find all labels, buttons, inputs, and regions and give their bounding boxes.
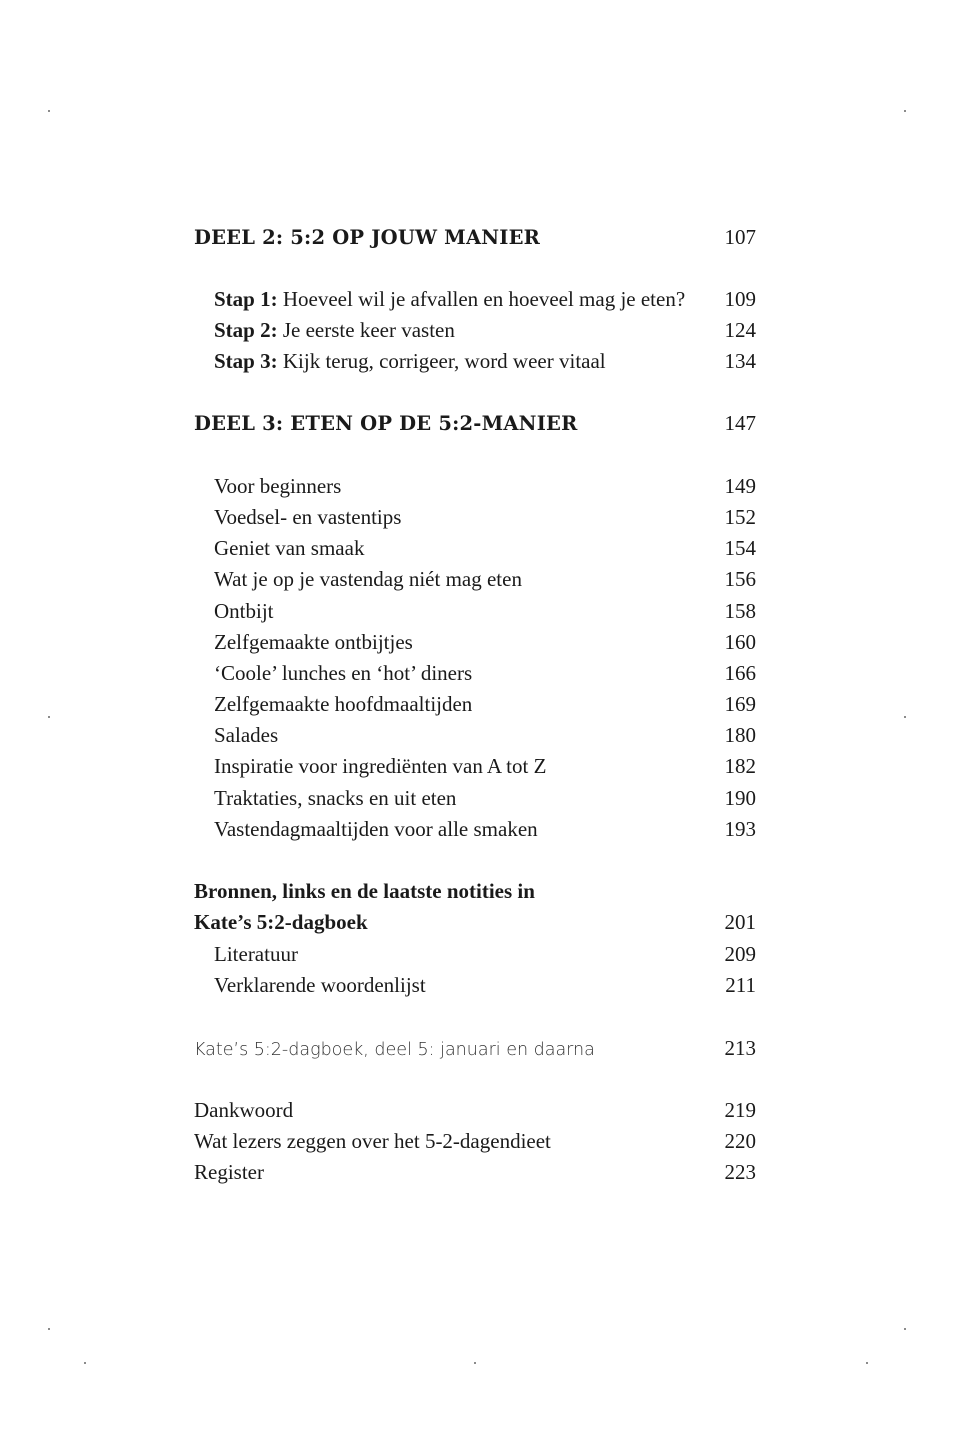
toc-page-number: 211 [725, 973, 756, 997]
crop-mark [48, 110, 50, 112]
toc-page-number: 220 [724, 1129, 756, 1153]
toc-part-2[interactable] [194, 222, 756, 252]
toc-entry[interactable] [214, 720, 756, 750]
toc-page-number: 169 [724, 692, 756, 716]
toc-entry[interactable] [214, 658, 756, 688]
toc-page-number: 223 [724, 1160, 756, 1184]
toc-part-title: DEEL 2: 5:2 OP JOUW MANIER [194, 226, 541, 249]
crop-mark [474, 1362, 476, 1364]
toc-page-number: 190 [724, 786, 756, 810]
toc-page-number: 107 [724, 225, 756, 249]
crop-mark [904, 110, 906, 112]
toc-entry-text: Voedsel- en vastentips [214, 505, 402, 529]
crop-mark [48, 1328, 50, 1330]
toc-entry-text: Traktaties, snacks en uit eten [214, 786, 457, 810]
crop-mark [48, 716, 50, 718]
toc-page-number: 154 [724, 536, 756, 560]
toc-step-label: Stap 3: [214, 349, 278, 373]
toc-section-title: Bronnen, links en de laatste notities in [194, 879, 535, 903]
toc-entry-text: Voor beginners [214, 474, 342, 498]
crop-mark [866, 1362, 868, 1364]
toc-step-3[interactable] [214, 346, 756, 376]
toc-entry-text: Kate’s 5:2-dagboek, deel 5: januari en daarna [194, 1040, 595, 1060]
toc-page-number: 182 [724, 754, 756, 778]
crop-mark [84, 1362, 86, 1364]
toc-entry-text: Geniet van smaak [214, 536, 365, 560]
toc-entry-text: Je eerste keer vasten [277, 318, 455, 342]
toc-entry[interactable] [194, 1095, 756, 1125]
toc-page-number: 109 [724, 287, 756, 311]
toc-page-number: 147 [724, 411, 756, 435]
toc-entry-text: Wat lezers zeggen over het 5-2-dagendieet [194, 1129, 551, 1153]
toc-entry[interactable] [214, 596, 756, 626]
toc-entry[interactable] [214, 751, 756, 781]
toc-entry[interactable] [214, 627, 756, 657]
toc-entry-text: Hoeveel wil je afvallen en hoeveel mag je eten? [277, 287, 686, 311]
toc-entry[interactable] [214, 471, 756, 501]
toc-step-label: Stap 2: [214, 318, 278, 342]
toc-entry[interactable] [214, 502, 756, 532]
toc-entry-text: Register [194, 1160, 264, 1184]
toc-page-number: 180 [724, 723, 756, 747]
toc-entry[interactable] [194, 1126, 756, 1156]
toc-step-2[interactable] [214, 315, 756, 345]
toc-entry[interactable] [214, 564, 756, 594]
toc-entry-text: Dankwoord [194, 1098, 294, 1122]
toc-entry[interactable] [194, 1157, 756, 1187]
toc-entry[interactable] [214, 783, 756, 813]
crop-mark [904, 716, 906, 718]
toc-page-number: 152 [724, 505, 756, 529]
toc-entry-text: Ontbijt [214, 599, 274, 623]
toc-page-number: 213 [724, 1036, 756, 1060]
toc-part-3[interactable] [194, 408, 756, 438]
toc-page-number: 134 [724, 349, 756, 373]
toc-page-number: 209 [724, 942, 756, 966]
toc-page-number: 201 [724, 910, 756, 934]
toc-entry-text: Zelfgemaakte ontbijtjes [214, 630, 413, 654]
toc-entry-text: Vastendagmaaltijden voor alle smaken [214, 817, 538, 841]
toc-step-1[interactable] [214, 284, 756, 314]
toc-entry[interactable] [214, 689, 756, 719]
toc-page-number: 158 [724, 599, 756, 623]
toc-page-number: 156 [724, 567, 756, 591]
toc-part-title: DEEL 3: ETEN OP DE 5:2-MANIER [194, 412, 578, 435]
toc-entry[interactable] [214, 939, 756, 969]
toc-diary-entry[interactable] [194, 1033, 756, 1063]
toc-entry-text: ‘Coole’ lunches en ‘hot’ diners [214, 661, 473, 685]
crop-mark [904, 1328, 906, 1330]
toc-page-number: 149 [724, 474, 756, 498]
toc-page-number: 166 [724, 661, 756, 685]
toc-entry-text: Inspiratie voor ingrediënten van A tot Z [214, 754, 547, 778]
toc-entry-text: Salades [214, 723, 279, 747]
toc-entry-text: Wat je op je vastendag niét mag eten [214, 567, 522, 591]
toc-sources-heading-line1[interactable] [194, 876, 756, 906]
toc-entry-text: Kijk terug, corrigeer, word weer vitaal [277, 349, 606, 373]
toc-page-number: 193 [724, 817, 756, 841]
toc-step-label: Stap 1: [214, 287, 278, 311]
toc-entry-text: Literatuur [214, 942, 298, 966]
toc-page-number: 160 [724, 630, 756, 654]
toc-section-title: Kate’s 5:2-dagboek [194, 910, 368, 934]
toc-sources-heading-line2[interactable] [194, 907, 756, 937]
toc-page-number: 124 [724, 318, 756, 342]
toc-entry[interactable] [214, 814, 756, 844]
toc-entry-text: Zelfgemaakte hoofdmaaltijden [214, 692, 473, 716]
toc-entry-text: Verklarende woordenlijst [214, 973, 426, 997]
toc-entry[interactable] [214, 970, 756, 1000]
toc-page-number: 219 [724, 1098, 756, 1122]
toc-entry[interactable] [214, 533, 756, 563]
